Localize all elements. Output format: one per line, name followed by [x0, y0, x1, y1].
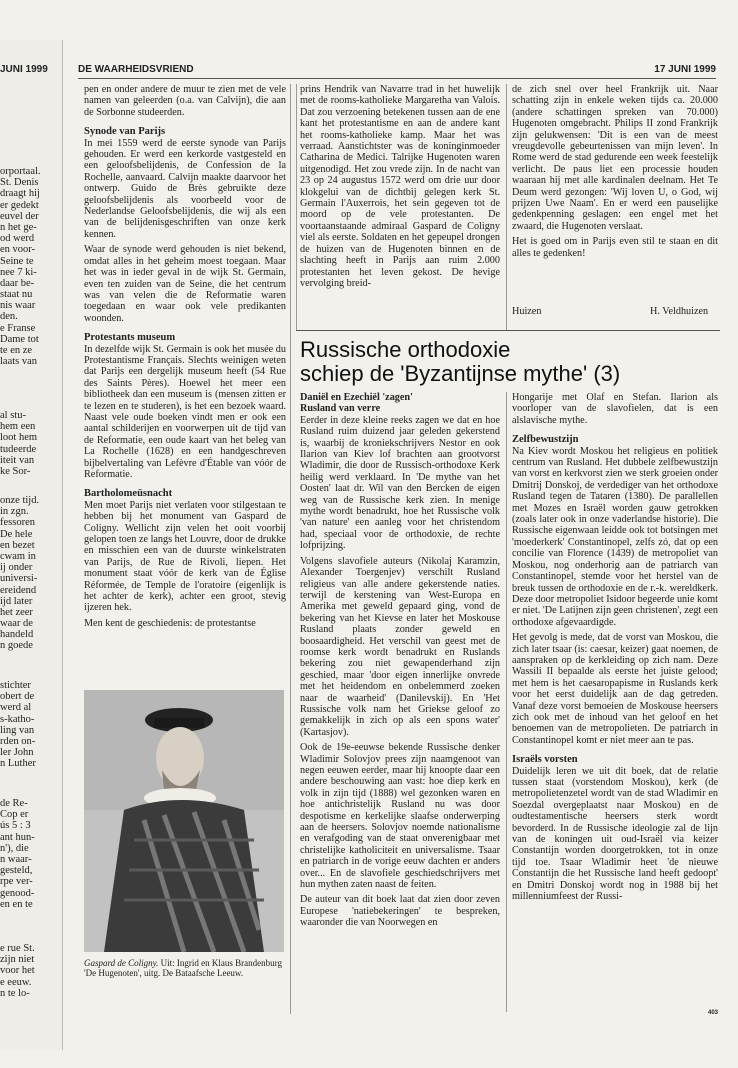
byline: Daniël en Ezechiël 'zagen' — [300, 392, 413, 403]
previous-page-line: gesteld, — [0, 865, 33, 877]
previous-page-line: n te lo- — [0, 987, 30, 999]
previous-page-line: de Re- — [0, 798, 28, 809]
previous-page-line: n goede — [0, 640, 33, 652]
subheading: Israëls vorsten — [512, 754, 578, 766]
previous-page-line: e rue St. — [0, 943, 35, 954]
previous-page-line: den. — [0, 311, 18, 323]
previous-page-line: al stu- — [0, 410, 26, 421]
paragraph: Men moet Parijs niet verlaten voor stilgestaan te hebben bij het monument van Gaspard de Coligny. Wellicht zijn velen het ooit voorbij gelopen toen ze langs het Louvre, door de drukke en misschien een van de duurste winkelstraten van Parijs, de Rue de Rivoli, liepen. Het monument staat vóór de kerk van de Église Réformée, de Temple de l'oratoire (eigenlijk is het achter de kerk), achter een groot, stevig ijzeren hek. — [84, 499, 286, 614]
previous-page-line: De hele — [0, 528, 33, 540]
previous-page-line: het zeer — [0, 606, 33, 618]
previous-page-line: en en te — [0, 898, 33, 910]
previous-page-line: s-katho- — [0, 713, 35, 725]
paragraph: Waar de synode werd gehouden is niet bekend, omdat alles in het geheim moest toegaan. Maar het was in ieder geval in de wijk St. Germain, even ten zuiden van de Seine, die het centrum was van velen die de Reformatie waren toegedaan en waar ook vele predikanten woonden. — [84, 244, 286, 324]
paragraph: Het is goed om in Parijs even stil te staan en dit alles te gedenken! — [512, 236, 718, 259]
subheading: Rusland van verre — [300, 403, 381, 415]
column-divider — [506, 84, 507, 330]
previous-page-line: tudeerde — [0, 443, 37, 455]
column-divider — [296, 84, 297, 330]
previous-page-line: rden on- — [0, 735, 36, 747]
previous-page-line: iteit van — [0, 454, 35, 466]
previous-page-line: n'), die — [0, 842, 29, 854]
previous-page-line: St. Denis — [0, 177, 39, 189]
portrait-photo — [84, 690, 284, 952]
subheading: Bartholomeüsnacht — [84, 488, 173, 500]
portrait-illustration — [84, 690, 284, 952]
subheading: Synode van Parijs — [84, 126, 166, 138]
caption-name: Gaspard de Coligny. — [84, 958, 159, 968]
previous-page-line: cwam in — [0, 550, 36, 562]
previous-page-line: n Luther — [0, 758, 36, 770]
caption-text: Uit: Ingrid en Klaus Brandenburg 'De Hugenoten', uitg. De Bataafsche Leeuw. — [84, 958, 282, 978]
paragraph: Het gevolg is mede, dat de vorst van Moskou, die zich later tsaar (is: caesar, keizer) gaat noemen, de aanspraken op de kerkleiding op zich nam. Deze Wassili II bepaalde als eerste het juiste gelood; met hem is het caesaropapisme in Ruslands kerk voor het eerst duidelijk aan de dag getreden. Vanaf deze vorst bemoeien de Moskouse heersers zich ook met de inhoud van het geloof en het benoemen van de metropolieten. De patriarch in Constantinopel komt er niet meer aan te pas. — [512, 632, 718, 746]
previous-page-header: JUNI 1999 — [0, 64, 48, 75]
previous-page-line: ereidend — [0, 584, 37, 596]
previous-page-line: e eeuw. — [0, 976, 32, 988]
paragraph: Na Kiev wordt Moskou het religieus en politiek centrum van Rusland. Het dubbele zelfbewustzijn van vorst en kerkvorst zien we sterk groeien onder Dmitrij Donskoj, de verdediger van het orthodoxe Rusland tegen de Tataren (1380). De parallellen met Mozes en Israël worden gauw getrokken (zoals later ook in onze vaderlandse historie). Die Russische eigenwaan leidde ook tot botsingen met 'moederkerk' Constantinopel, zelfs zó, dat op een concilie van Florence (1439) de metropoliet van Moskou, nog onderhorig aan de patriarch van Constantinopel, stemde voor het herstel van de breuk tussen de orthodoxie en de r.-k. wereldkerk. Deze door metropoliet Isidoor begeerde unie komt er niet. 'De Latijnen zijn geen christenen', zegt een orthodoxe afgevaardigde. — [512, 445, 718, 628]
paragraph: de zich snel over heel Frankrijk uit. Naar schatting zijn in enkele weken tijds ca. 20.000 (andere schattingen spreken van 70.000) Hugenoten omgebracht. Philips II zond Frankrijk zijn gelukwensen: 'Dit is een van de meest vreugdevolle gebeurtenissen van mijn leven'. In Rome werd de stad gedurende een week feestelijk verlicht. De paus liet een processie houden waaraan hij met alle kardinalen deelnam. Het Te Deum werd gezongen: 'Wij loven U, o God, wij prijzen Uwe Naam'. En er werd een pauselijke gedenkpenning geslagen: een engel met het zwaard, die Hugenoten verslaat. — [512, 84, 718, 232]
column-divider — [506, 392, 507, 1012]
paragraph: Eerder in deze kleine reeks zagen we dat en hoe Rusland ruim duizend jaar geleden gekerstend is, waarbij de kroniekschrijvers Nestor en ook Ilarion van Kiev lof brachten aan grootvorst Wladimir, die door de Russisch-orthodoxe Kerk heilig werd verklaard. In 'De mythe van het Oosten' laat dr. Wil van den Bercken de eigen weg van de Russische kerk zien. In menige mythe wordt benadrukt, hoe het Russische volk 'van nature' een aanleg voor het christendom had, speciaal voor de orthodoxie, de rechte lofprijzing. — [300, 414, 500, 552]
paragraph: pen en onder andere de muur te zien met de vele namen van geleerden (o.a. van Calvijn), die aan de Sorbonne studeerden. — [84, 84, 286, 118]
article-separator — [296, 330, 720, 331]
previous-page-text-block — [0, 943, 58, 999]
previous-page-line: te en ze — [0, 345, 33, 356]
article2-column-b — [512, 392, 718, 1012]
paragraph: In dezelfde wijk St. Germain is ook het musée du Protestantisme Français. Slechts weinigen weten dat Parijs een dergelijk museum heeft (54 Rue des Saints Pères). Hoewel het meer een bibliotheek dan een museum is (mensen zitten er te lezen en te studeren), is het een bezoek waard. Naast vele oude boeken vindt men er ook een aantal schilderijen en voorwerpen uit de tijd van de Reformatie, een oude kaart van het beleg van La Rochelle (1628) en een handgeschreven bijbelvertaling van Lefèvre d'Étable van vóór de Reformatie. — [84, 343, 286, 480]
previous-page-line: Cop er — [0, 809, 29, 821]
previous-page-line: draagt hij — [0, 188, 40, 200]
author-place: Huizen — [512, 306, 542, 317]
paragraph: Ook de 19e-eeuwse bekende Russische denker Wladimir Solovjov prees zijn naamgenoot van negen eeuwen eerder, maar hij knoopte daar een andere beschouwing aan vast: hoe diep kerk en volk in zijn tijd (1888) wel gezonken waren en hoe antichristelijk Rusland nu was door despotisme en kerkelijke slaafse onderwerping aan de heersers. Solovjov noemde nationalisme en verafgoding van de staat onverenigbaar met christelijke katholiciteit en universalisme. Tsaar en patriarch in de vorige eeuw dachten er anders over... En de slavofiele geschiedschrijvers met hun mythen zaten naast de feiten. — [300, 742, 500, 891]
previous-page-line: universi- — [0, 573, 38, 585]
previous-page-text-block — [0, 680, 58, 770]
previous-page-line: onze tijd. — [0, 495, 40, 506]
previous-page-line: hem een — [0, 421, 36, 433]
previous-page-line: zijn niet — [0, 954, 35, 966]
previous-page-line: rpe ver- — [0, 876, 33, 888]
previous-page-line: n het ge- — [0, 221, 37, 233]
previous-page-line: ús 5 : 3 — [0, 820, 31, 832]
previous-page-line: nee 7 ki- — [0, 266, 37, 278]
previous-page-line: ke Sor- — [0, 465, 31, 477]
previous-page-line: e Franse — [0, 322, 36, 334]
previous-page-line: loot hem — [0, 432, 38, 444]
previous-page-line: Dame tot — [0, 333, 39, 345]
previous-page-line: od werd — [0, 233, 35, 245]
previous-page-line: staat nu — [0, 289, 33, 301]
paragraph: prins Hendrik van Navarre trad in het huwelijk met de rooms-katholieke Margaretha van Valois. Dat zou verzoening betekenen tussen aan de ene kant het protestantisme en aan de andere kant het rooms-katholieke kamp. Maar het was verraad. Aanstichtster was de koninginmoeder Catharina de Medici. Talrijke Hugenoten waren uitgenodigd. Het zou vrede zijn. In de nacht van 23 op 24 augustus 1572 werd om drie uur door klokgelui van de dichtbij gelegen kerk St. Germain l'Auxerrois, het sein gegeven tot de moord op de vele protestanten. De voortaanstaande admiraal Gaspard de Coligny viel als eerste. Soldaten en het gepeupel drongen de huizen van de Hugenoten binnen en de slachting heeft in Parijs aan ruim 2.000 protestanten het leven gekost. De hevige vervolging breid- — [300, 84, 500, 289]
previous-page-line: fessoren — [0, 517, 35, 529]
previous-page-line: werd al — [0, 702, 32, 714]
paragraph: Volgens slavofiele auteurs (Nikolaj Karamzin, Alexander Toergenjev) verschilt Rusland religieus van alle andere gekerstende naties. terwijl de kerstening van West-Europa en Amerika met geweld gepaard ging, vond de bekering van het Kievse en later het Moskouse Rusland plaats zonder geweld en boosaardigheid. Het verschil van geest met de roomse kerk wordt benadrukt en Ruslands bekering zou niet gewapenderhand zijn geschied, maar 'door eigen innerlijke onvrede met het heidendom en onbelemmerd zoeken naar de waarheid' (Danilevskij). En 'Het Russische volk nam het Griekse geloof zo gemakkelijk in zich op als een spons water' (Kartasjov). — [300, 555, 500, 738]
previous-page-line: en bezet — [0, 539, 35, 551]
previous-page-line: ling van — [0, 724, 35, 736]
photo-caption — [84, 958, 284, 978]
previous-page-line: ant hun- — [0, 831, 35, 843]
previous-page-line: obert de — [0, 691, 35, 703]
previous-page-line: ler John — [0, 747, 34, 759]
page-header — [78, 64, 716, 79]
previous-page-line: orportaal. — [0, 166, 41, 177]
previous-page-line: stichter — [0, 680, 31, 691]
paragraph: In mei 1559 werd de eerste synode van Parijs gehouden. Er werd een kerkorde vastgesteld en een geloofsbelijdenis, de Confession de la Rochelle, aanvaard. Calvijn maakte daarvoor het ontwerp. Guido de Brès gebruikte deze geloofsbelijdenis als voorbeeld voor de Nederlandse Geloofsbelijdenis, die wij als een van de belijdenisgeschriften van onze kerk kennen. — [84, 137, 286, 240]
headline-line-1: Russische orthodoxie — [300, 337, 511, 362]
previous-page-line: voor het — [0, 965, 35, 977]
previous-page-line: er gedekt — [0, 199, 39, 211]
subheading: Zelfbewustzijn — [512, 434, 579, 446]
page-number: 403 — [708, 1010, 719, 1016]
previous-page-line: nis waar — [0, 300, 36, 312]
issue-date: 17 JUNI 1999 — [654, 64, 716, 75]
previous-page-text-block — [0, 798, 58, 910]
previous-page-line: euvel der — [0, 210, 39, 222]
previous-page-line: genood- — [0, 887, 35, 899]
previous-page-line: in zgn. — [0, 506, 29, 518]
article2-column-a — [300, 392, 500, 992]
previous-page-text-block — [0, 166, 58, 367]
previous-page-text-block — [0, 495, 58, 652]
article-column-1 — [84, 84, 286, 686]
previous-page-line: waar de — [0, 618, 33, 630]
previous-page-line: ij onder — [0, 562, 33, 574]
headline-line-2: schiep de 'Byzantijnse mythe' (3) — [300, 361, 621, 386]
previous-page-line: daar be- — [0, 277, 35, 289]
previous-page-line: Seine te — [0, 255, 34, 267]
author-name: H. Veldhuizen — [650, 306, 709, 317]
previous-page-text-block — [0, 410, 58, 477]
previous-page-line: handeld — [0, 629, 34, 641]
paragraph: De auteur van dit boek laat dat zien door zeven Europese 'natiebekeringen' te bespreken, waaronder die van Noorwegen en — [300, 894, 500, 929]
paragraph: Duidelijk leren we uit dit boek, dat de relatie tussen staat (vorstendom Moskou), kerk (de metropolietenzetel wordt van de stad Wladimir en Soezdal overgeplaatst naar Moskou) en de oudtestamentische heersers sterk wordt bevorderd. In de Russische ideologie zal de lijn van de koningen uit oud-Israël via keizer Constantijn worden doorgetrokken, tot in onze tijd toe. Tsaar Wladimir heet 'de nieuwe Constantijn die het Russische land heeft gedoopt' en Dmitri Donskoj wordt nog in 1988 bij het millenniumfeest der Russi- — [512, 765, 718, 903]
paragraph: Hongarije met Olaf en Stefan. Ilarion als voorloper van de slavofielen, dat is een alslavische mythe. — [512, 392, 718, 426]
paragraph: Men kent de geschiedenis: de protestantse — [84, 617, 256, 629]
article-headline — [300, 338, 718, 386]
article-column-3 — [512, 84, 718, 296]
previous-page-line: laats van — [0, 356, 38, 368]
previous-page-line: n waar- — [0, 853, 32, 865]
previous-page-line: ijd later — [0, 595, 33, 607]
publication-name: DE WAARHEIDSVRIEND — [78, 64, 194, 75]
subheading: Protestants museum — [84, 332, 176, 344]
article-column-2 — [300, 84, 500, 330]
previous-page-line: en voor- — [0, 244, 36, 256]
column-divider — [290, 84, 291, 1014]
